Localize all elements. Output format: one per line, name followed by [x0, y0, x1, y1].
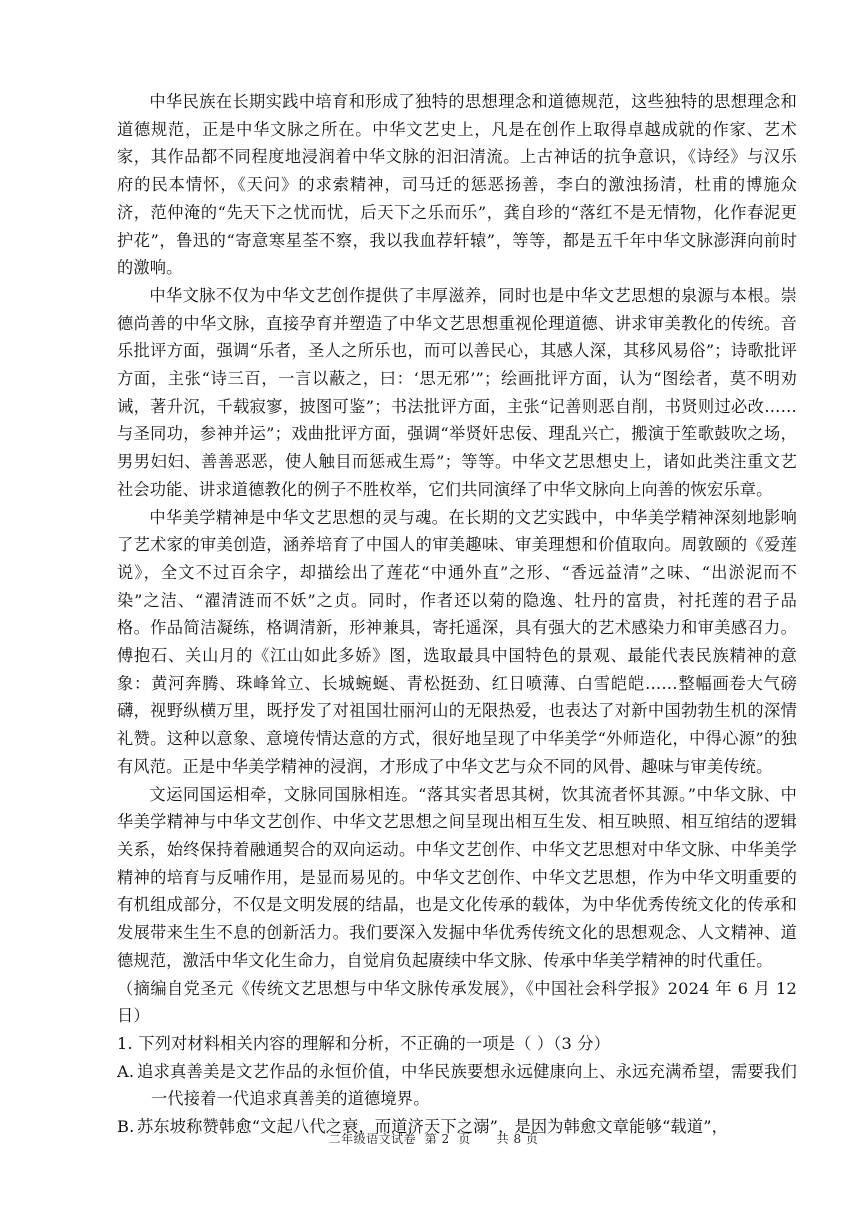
- option-b-letter: B.: [117, 1117, 135, 1137]
- passage-paragraph-3: 中华美学精神是中华文艺思想的灵与魂。在长期的文艺实践中，中华美学精神深刻地影响了艺术家的审美创造，涵养培育了中国人的审美趣味、审美理想和价值取向。周敦颐的《爱莲说》，全文不过百余字，却描绘出了莲花“中通外直”之形、“香远益清”之味、“出淤泥而不染”之洁、“濯清涟而不妖”之贞。同时，作者还以菊的隐逸、牡丹的富贵，衬托莲的君子品格。作品简洁凝练，格调清新，形神兼具，寄托遥深，具有强大的艺术感染力和审美感召力。傅抱石、关山月的《江山如此多娇》图，选取最具中国特色的景观、最能代表民族精神的意象：黄河奔腾、珠峰耸立、长城蜿蜒、青松挺劲、红日喷薄、白雪皑皑……整幅画卷大气磅礴，视野纵横万里，既抒发了对祖国壮丽河山的无限热爱，也表达了对新中国勃勃生机的深情礼赞。这种以意象、意境传情达意的方式，很好地呈现了中华美学“外师造化，中得心源”的独有风范。正是中华美学精神的浸润，才形成了中华文艺与众不同的风骨、趣味与审美传统。: [117, 507, 797, 776]
- question-1-stem: 1. 下列对材料相关内容的理解和分析，不正确的一项是（ ）（3 分）: [117, 1033, 611, 1053]
- passage-paragraph-4: 文运同国运相牵，文脉同国脉相连。“落其实者思其树，饮其流者怀其源。”中华文脉、中华美学精神与中华文艺创作、中华文艺思想之间呈现出相互生发、相互映照、相互绾结的逻辑关系，始终保持着融通契合的双向运动。中华文艺创作、中华文艺思想对中华文脉、中华美学精神的培育与反哺作用，是显而易见的。中华文艺创作、中华文艺思想，作为中华文明重要的有机组成部分，不仅是文明发展的结晶，也是文化传承的载体，为中华优秀传统文化的传承和发展带来生生不息的创新活力。我们要深入发掘中华优秀传统文化的思想观念、人文精神、道德规范，激活中华文化生命力，自觉肩负起赓续中华文脉、传承中华美学精神的时代重任。: [117, 784, 797, 970]
- page-footer: [0, 1130, 867, 1147]
- footer-total-pages: 共 8 页: [496, 1132, 539, 1146]
- option-b-text: 苏东坡称赞韩愈“文起八代之衰，而道济天下之溺”，是因为韩愈文章能够“载道”，: [137, 1117, 729, 1137]
- option-a-letter: A.: [117, 1061, 135, 1081]
- footer-page-number: 二年级语文试卷 第 2 页: [328, 1132, 471, 1146]
- page-content: [117, 88, 797, 1141]
- passage-paragraph-2: 中华文脉不仅为中华文艺创作提供了丰厚滋养，同时也是中华文艺思想的泉源与本根。崇德尚善的中华文脉，直接孕育并塑造了中华文艺思想重视伦理道德、讲求审美教化的传统。音乐批评方面，强调“乐者，圣人之所乐也，而可以善民心，其感人深，其移风易俗”；诗歌批评方面，主张“诗三百，一言以蔽之，曰：‘思无邪’”；绘画批评方面，认为“图绘者，莫不明劝诫，著升沉，千载寂寥，披图可鉴”；书法批评方面，主张“记善则恶自削，书贤则过必改……与圣同功，参神并运”；戏曲批评方面，强调“举贤奸忠佞、理乱兴亡，搬演于笙歌鼓吹之场，男男妇妇、善善恶恶，使人触目而惩戒生焉”；等等。中华文艺思想史上，诸如此类注重文艺社会功能、讲求道德教化的例子不胜枚举，它们共同演绎了中华文脉向上向善的恢宏乐章。: [117, 285, 797, 499]
- question-1-option-a: [117, 1058, 797, 1113]
- option-a-text: 追求真善美是文艺作品的永恒价值，中华民族要想永远健康向上、永远充满希望，需要我们一代接着一代追求真善美的道德境界。: [137, 1061, 797, 1109]
- footer-spacer: [471, 1132, 497, 1146]
- passage-paragraph-1: 中华民族在长期实践中培育和形成了独特的思想理念和道德规范，这些独特的思想理念和道德规范，正是中华文脉之所在。中华文艺史上，凡是在创作上取得卓越成就的作家、艺术家，其作品都不同程度地浸润着中华文脉的汩汩清流。上古神话的抗争意识，《诗经》与汉乐府的民本情怀，《天问》的求索精神，司马迁的惩恶扬善，李白的激浊扬清，杜甫的博施众济，范仲淹的“先天下之忧而忧，后天下之乐而乐”，龚自珍的“落红不是无情物，化作春泥更护花”，鲁迅的“寄意寒星荃不察，我以我血荐轩辕”，等等，都是五千年中华文脉澎湃向前时的激响。: [117, 92, 797, 278]
- passage-source: （摘编自党圣元《传统文艺思想与中华文脉传承发展》，《中国社会科学报》2024 年 6 月 12 日）: [117, 978, 797, 1026]
